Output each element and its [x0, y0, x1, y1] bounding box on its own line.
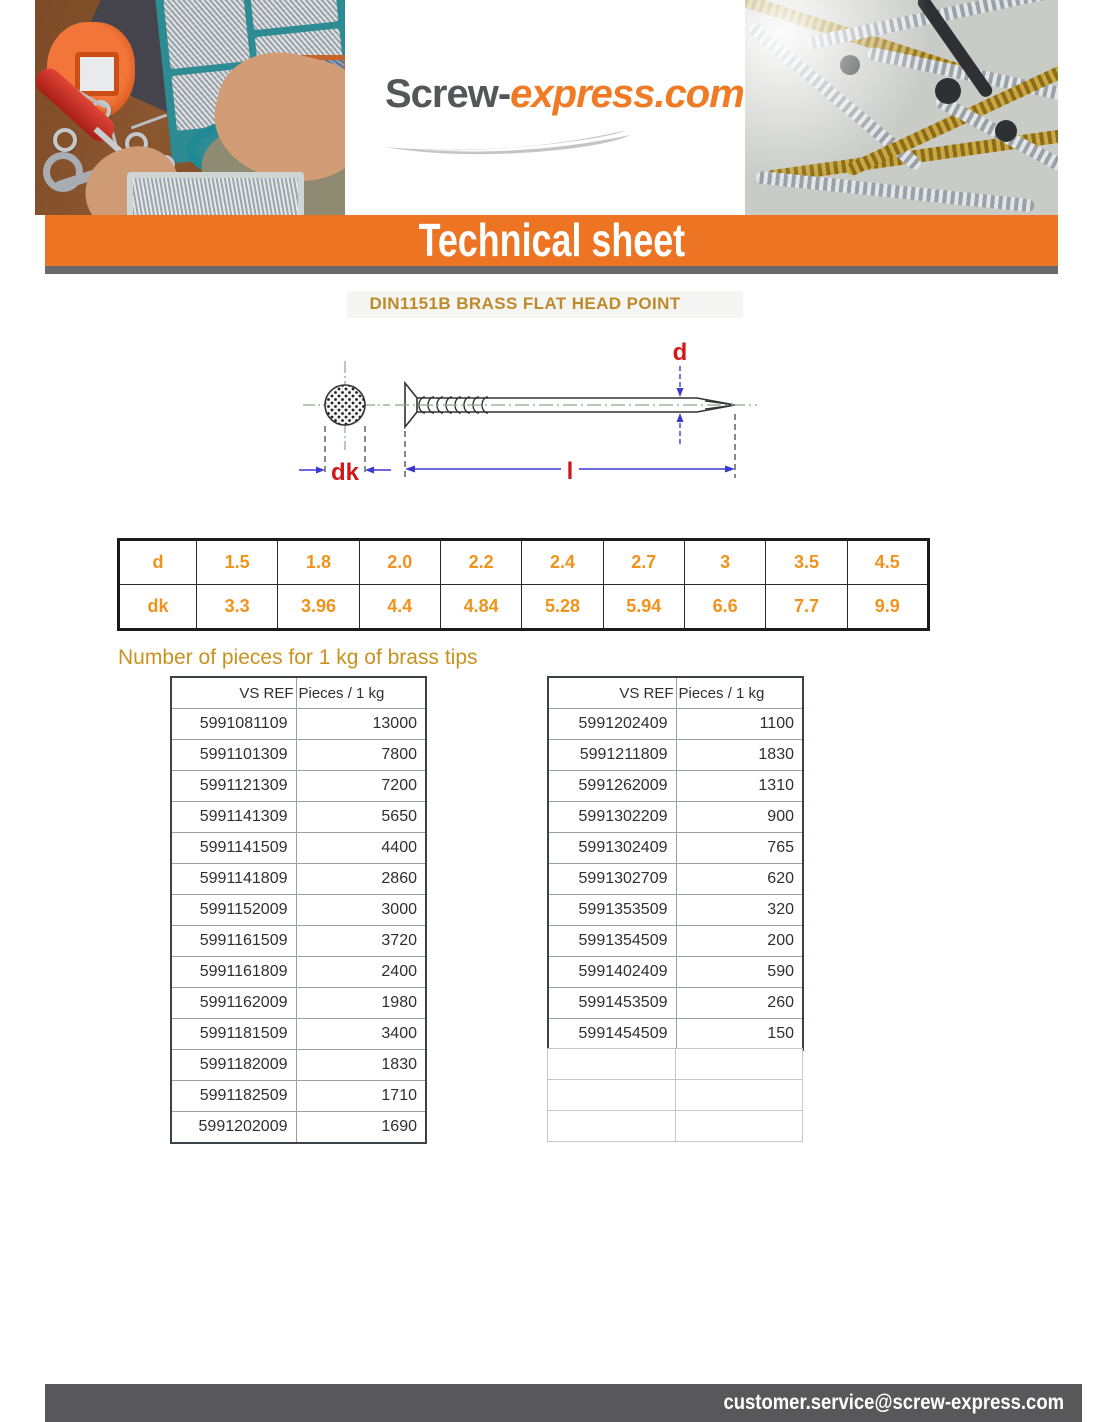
dims-row [119, 585, 929, 630]
ref-cell: 5991141309 [171, 802, 296, 833]
ref-cell: 5991402409 [548, 957, 676, 988]
pieces-cell: 3720 [296, 926, 426, 957]
pieces-cell: 900 [676, 802, 803, 833]
dims-value-cell: 3.3 [197, 585, 278, 630]
pieces-row [548, 709, 803, 740]
pieces-table-right-empty [547, 1048, 803, 1142]
ref-cell: 5991101309 [171, 740, 296, 771]
screw-tray-shape [127, 172, 304, 215]
pieces-cell: 1830 [296, 1050, 426, 1081]
dk-dimension [299, 459, 391, 486]
ref-cell: 5991202409 [548, 709, 676, 740]
logo-part-orange: express.com [510, 72, 744, 116]
dk-label: dk [330, 459, 360, 486]
pieces-table-right [547, 676, 804, 1051]
pieces-cell: 1690 [296, 1112, 426, 1144]
logo-part-dark: Screw- [385, 72, 511, 116]
brand-logo [385, 72, 744, 172]
ref-cell [548, 1080, 676, 1111]
pieces-cell: 1710 [296, 1081, 426, 1112]
head-top-view [303, 361, 390, 475]
dims-value-cell: 5.94 [603, 585, 684, 630]
pieces-cell: 260 [676, 988, 803, 1019]
dims-row [119, 540, 929, 585]
customer-service-email: customer.service@screw-express.com [723, 1391, 1064, 1414]
ref-cell: 5991141809 [171, 864, 296, 895]
ref-cell: 5991353509 [548, 895, 676, 926]
pieces-row [548, 926, 803, 957]
pieces-column-header: Pieces / 1 kg [296, 677, 426, 709]
pieces-cell: 4400 [296, 833, 426, 864]
pieces-cell: 200 [676, 926, 803, 957]
l-label: l [566, 458, 574, 485]
pieces-cell: 2400 [296, 957, 426, 988]
pieces-row [171, 771, 426, 802]
screw-shape [131, 114, 168, 130]
pieces-cell: 620 [676, 864, 803, 895]
pieces-row [171, 895, 426, 926]
pieces-cell: 590 [676, 957, 803, 988]
ref-cell [548, 1049, 676, 1080]
ref-cell: 5991182509 [171, 1081, 296, 1112]
dims-value-cell: 1.8 [278, 540, 359, 585]
pieces-cell: 765 [676, 833, 803, 864]
pieces-table-left-wrap [170, 676, 427, 1144]
pieces-empty-row [548, 1080, 803, 1111]
dims-value-cell: 5.28 [522, 585, 603, 630]
ref-cell: 5991162009 [171, 988, 296, 1019]
photo-fade [745, 0, 1058, 215]
pieces-row [171, 833, 426, 864]
pieces-row [548, 833, 803, 864]
ref-cell: 5991121309 [171, 771, 296, 802]
pieces-row [548, 740, 803, 771]
ref-cell: 5991081109 [171, 709, 296, 740]
pieces-table-left [170, 676, 427, 1144]
screw-pile-photo [745, 0, 1058, 215]
pieces-row [171, 988, 426, 1019]
ref-cell: 5991453509 [548, 988, 676, 1019]
dims-value-cell: 6.6 [684, 585, 765, 630]
pieces-cell: 1830 [676, 740, 803, 771]
pieces-header-row [171, 677, 426, 709]
pieces-row [171, 926, 426, 957]
ref-cell: 5991262009 [548, 771, 676, 802]
ref-cell: 5991182009 [171, 1050, 296, 1081]
dims-table [117, 538, 930, 631]
pieces-cell: 3400 [296, 1019, 426, 1050]
ref-cell: 5991302709 [548, 864, 676, 895]
pieces-cell: 7200 [296, 771, 426, 802]
knurled-head-circle [325, 385, 365, 425]
dims-value-cell: 3.96 [278, 585, 359, 630]
workbench-photo [35, 0, 345, 215]
organizer-compartment [163, 0, 250, 69]
pieces-cell [676, 1080, 803, 1111]
pieces-cell: 13000 [296, 709, 426, 740]
ref-cell: 5991302209 [548, 802, 676, 833]
pieces-column-header: Pieces / 1 kg [676, 677, 803, 709]
pieces-empty-row [548, 1111, 803, 1142]
dims-value-cell: 2.0 [359, 540, 440, 585]
pieces-row [171, 1019, 426, 1050]
pieces-row [171, 802, 426, 833]
dims-row-label: d [119, 540, 197, 585]
dims-value-cell: 7.7 [766, 585, 847, 630]
pieces-row [171, 1112, 426, 1144]
dims-value-cell: 9.9 [847, 585, 928, 630]
pieces-cell: 5650 [296, 802, 426, 833]
banner-title: Technical sheet [418, 214, 685, 266]
dims-value-cell: 2.2 [440, 540, 521, 585]
dims-value-cell: 4.84 [440, 585, 521, 630]
pieces-cell: 1980 [296, 988, 426, 1019]
ref-cell: 5991181509 [171, 1019, 296, 1050]
ref-cell: 5991161809 [171, 957, 296, 988]
pieces-row [548, 895, 803, 926]
pieces-row [171, 1050, 426, 1081]
ref-column-header: VS REF [548, 677, 676, 709]
d-dimension [673, 339, 688, 444]
pieces-row [548, 864, 803, 895]
sheet-title: DIN1151B BRASS FLAT HEAD POINT [369, 294, 681, 313]
dimensions-table-wrap [117, 538, 930, 631]
ref-cell: 5991152009 [171, 895, 296, 926]
logo-swoosh [385, 119, 735, 159]
pieces-row [548, 957, 803, 988]
pieces-empty-row [548, 1049, 803, 1080]
dims-value-cell: 4.5 [847, 540, 928, 585]
ref-cell: 5991302409 [548, 833, 676, 864]
pieces-row [548, 1019, 803, 1051]
pieces-cell: 3000 [296, 895, 426, 926]
pieces-cell: 150 [676, 1019, 803, 1051]
nail-technical-drawing [295, 338, 765, 510]
ref-cell: 5991211809 [548, 740, 676, 771]
ref-cell: 5991202009 [171, 1112, 296, 1144]
pieces-row [171, 864, 426, 895]
pieces-cell [676, 1111, 803, 1142]
pieces-row [171, 709, 426, 740]
tape-measure-window [75, 52, 119, 96]
d-label: d [672, 339, 688, 366]
pieces-row [171, 740, 426, 771]
dims-value-cell: 2.7 [603, 540, 684, 585]
technical-sheet-banner [45, 215, 1058, 266]
pieces-header-row [548, 677, 803, 709]
pieces-table-right-empty-wrap [547, 1048, 803, 1142]
dims-row-label: dk [119, 585, 197, 630]
ref-cell [548, 1111, 676, 1142]
pieces-cell [676, 1049, 803, 1080]
pieces-row [548, 771, 803, 802]
organizer-compartment [250, 0, 339, 30]
ref-cell: 5991141509 [171, 833, 296, 864]
pieces-table-right-wrap [547, 676, 804, 1051]
dims-value-cell: 1.5 [197, 540, 278, 585]
brand-logo-text [385, 72, 744, 117]
pieces-row [171, 957, 426, 988]
pieces-cell: 7800 [296, 740, 426, 771]
ref-cell: 5991454509 [548, 1019, 676, 1051]
pieces-row [171, 1081, 426, 1112]
dims-value-cell: 2.4 [522, 540, 603, 585]
pieces-cell: 1100 [676, 709, 803, 740]
ref-cell: 5991161509 [171, 926, 296, 957]
pieces-row [548, 988, 803, 1019]
pieces-row [548, 802, 803, 833]
footer-bar [45, 1384, 1082, 1422]
banner-underline-strip [45, 266, 1058, 274]
dims-value-cell: 3 [684, 540, 765, 585]
ref-cell: 5991354509 [548, 926, 676, 957]
pieces-heading: Number of pieces for 1 kg of brass tips [118, 646, 478, 669]
pieces-cell: 1310 [676, 771, 803, 802]
dims-value-cell: 3.5 [766, 540, 847, 585]
washer-shape [53, 128, 77, 152]
l-dimension [405, 414, 735, 485]
pieces-cell: 320 [676, 895, 803, 926]
ref-column-header: VS REF [171, 677, 296, 709]
pieces-cell: 2860 [296, 864, 426, 895]
dims-value-cell: 4.4 [359, 585, 440, 630]
